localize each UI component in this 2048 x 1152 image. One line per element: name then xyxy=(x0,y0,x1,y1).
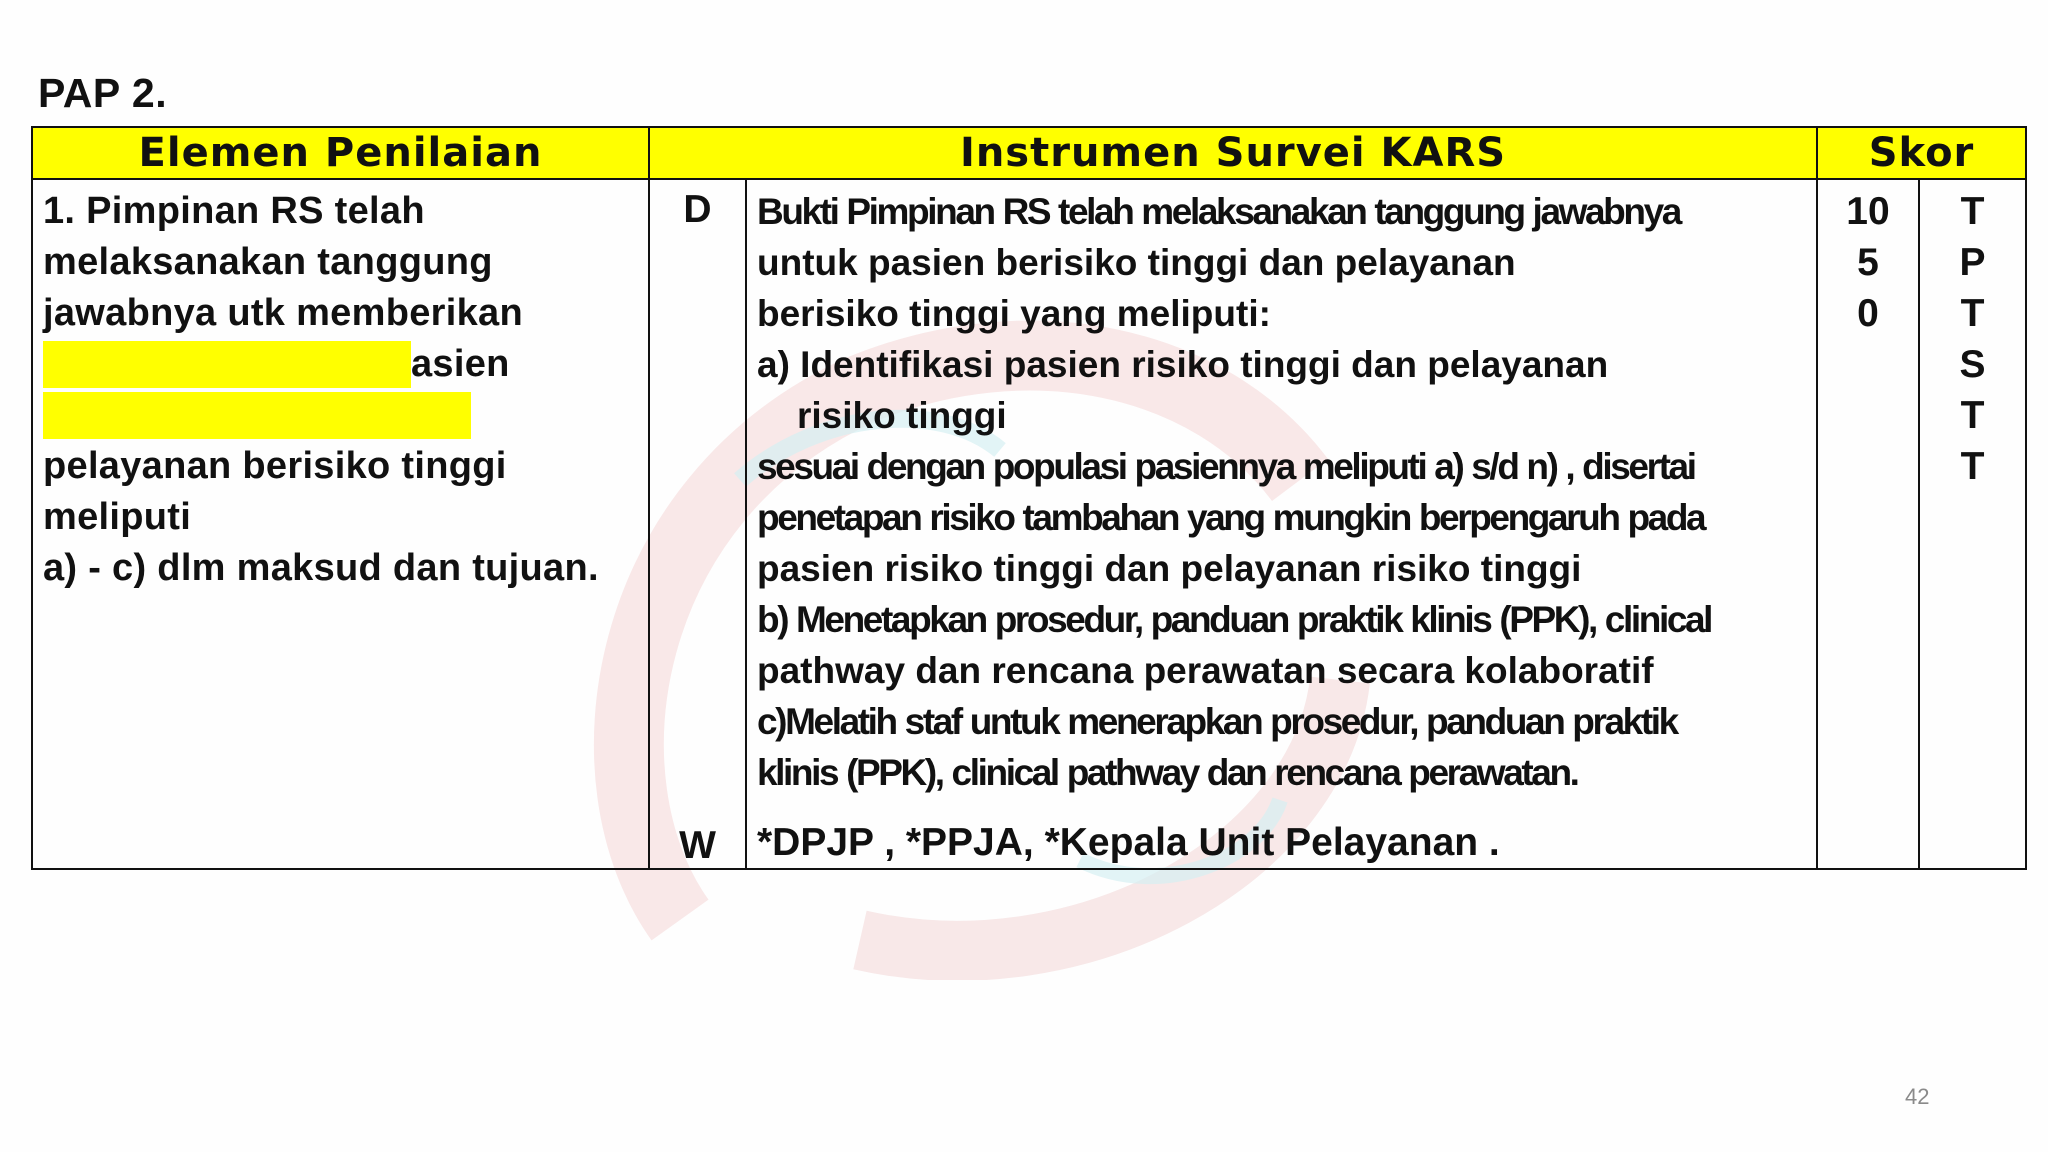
instrumen-line: Bukti Pimpinan RS telah melaksanakan tanggung jawabnya xyxy=(757,191,1680,232)
elemen-line: melaksanakan tanggung xyxy=(43,241,493,283)
skor-value: 5 xyxy=(1857,241,1879,284)
instrumen-line: risiko tinggi xyxy=(797,395,1007,436)
elemen-highlighted-line xyxy=(43,339,642,390)
skor-label: T xyxy=(1960,394,1985,437)
header-skor: Skor xyxy=(1817,127,2026,179)
instrumen-line: pathway dan rencana perawatan secara kolaboratif xyxy=(757,650,1654,691)
instrumen-line: b) Menetapkan prosedur, panduan praktik klinis (PPK), clinical xyxy=(757,599,1712,640)
kars-table xyxy=(31,126,2027,870)
method-interview-label: W xyxy=(679,824,716,867)
instrumen-line: pasien risiko tinggi dan pelayanan risiko tinggi xyxy=(757,548,1582,589)
instrumen-line: berisiko tinggi yang meliputi: xyxy=(757,293,1271,334)
elemen-line: jawabnya utk memberikan xyxy=(43,292,523,334)
table-row xyxy=(32,179,2026,869)
elemen-highlighted-line xyxy=(43,390,642,441)
header-instrumen: Instrumen Survei KARS xyxy=(649,127,1817,179)
elemen-line: a) - c) dlm maksud dan tujuan. xyxy=(43,547,599,589)
header-row xyxy=(32,127,2026,179)
instrumen-line: penetapan risiko tambahan yang mungkin berpengaruh pada xyxy=(757,497,1705,538)
header-elemen: Elemen Penilaian xyxy=(32,127,649,179)
method-document-label: D xyxy=(683,188,712,231)
highlight-redaction xyxy=(43,392,471,439)
elemen-line: asien xyxy=(411,343,510,385)
skor-label: T xyxy=(1960,190,1985,233)
instrumen-line: sesuai dengan populasi pasiennya meliputi a) s/d n) , disertai xyxy=(757,446,1695,487)
skor-label: P xyxy=(1959,241,1986,284)
interview-respondents: *DPJP , *PPJA, *Kepala Unit Pelayanan . xyxy=(757,821,1500,864)
highlight-redaction xyxy=(43,341,411,388)
skor-value: 0 xyxy=(1857,292,1879,335)
elemen-line: 1. Pimpinan RS telah xyxy=(43,190,425,232)
skor-values-cell xyxy=(1817,179,1919,869)
elemen-line: pelayanan berisiko tinggi xyxy=(43,445,507,487)
method-cell xyxy=(649,179,746,869)
skor-label: S xyxy=(1959,343,1986,386)
instrumen-line: a) Identifikasi pasien risiko tinggi dan pelayanan xyxy=(757,344,1609,385)
instrumen-line: untuk pasien berisiko tinggi dan pelayanan xyxy=(757,242,1516,283)
page-number: 42 xyxy=(1905,1084,1930,1109)
skor-labels-cell xyxy=(1919,179,2026,869)
instrumen-line: c)Melatih staf untuk menerapkan prosedur, panduan praktik xyxy=(757,701,1677,742)
skor-label: T xyxy=(1960,292,1985,335)
slide-title: PAP 2. xyxy=(38,70,168,116)
instrumen-cell xyxy=(746,179,1817,869)
instrumen-line: klinis (PPK), clinical pathway dan rencana perawatan. xyxy=(757,752,1578,793)
skor-label: T xyxy=(1960,445,1985,488)
skor-value: 10 xyxy=(1846,190,1890,233)
elemen-line: meliputi xyxy=(43,496,192,538)
elemen-cell xyxy=(32,179,649,869)
